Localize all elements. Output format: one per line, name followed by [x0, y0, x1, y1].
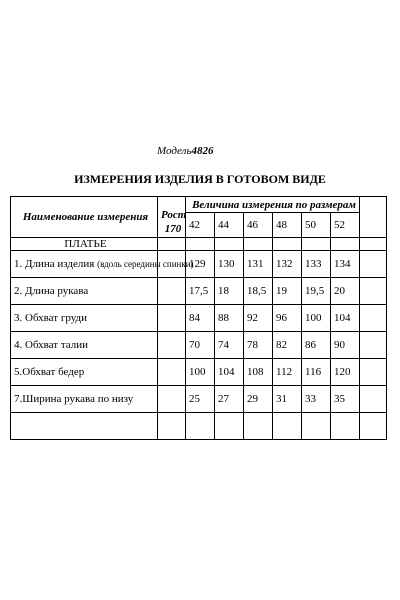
page-title: ИЗМЕРЕНИЯ ИЗДЕЛИЯ В ГОТОВОМ ВИДЕ: [74, 172, 326, 186]
table-row: [11, 332, 387, 359]
value-cell: 31: [273, 386, 302, 413]
value-cell: 17,5: [186, 278, 215, 305]
value-cell: 96: [273, 305, 302, 332]
row-label: 4. Обхват талии: [11, 332, 158, 359]
value-cell: 33: [302, 386, 331, 413]
height-header: [158, 197, 186, 238]
height-cell: [158, 332, 186, 359]
value-cell: 132: [273, 251, 302, 278]
value-cell: 131: [244, 251, 273, 278]
value-cell: 27: [215, 386, 244, 413]
value-cell: 104: [215, 359, 244, 386]
height-cell: [158, 305, 186, 332]
row-label: 3. Обхват груди: [11, 305, 158, 332]
sizes-caption: Величина измерения по размерам: [186, 197, 360, 213]
table-row: [11, 278, 387, 305]
value-cell: 20: [331, 278, 360, 305]
height-cell: [158, 386, 186, 413]
height-label: Рост: [161, 209, 187, 221]
height-value: 170: [164, 223, 182, 235]
value-cell: 108: [244, 359, 273, 386]
section-title: ПЛАТЬЕ: [11, 238, 158, 251]
measurements-table: [10, 196, 387, 440]
table-row: [11, 386, 387, 413]
header-row: [11, 197, 387, 213]
value-cell: 130: [215, 251, 244, 278]
value-cell: 29: [244, 386, 273, 413]
value-cell: 19: [273, 278, 302, 305]
value-cell: 129: [186, 251, 215, 278]
value-cell: 116: [302, 359, 331, 386]
row-note: (вдоль середины спинки): [97, 259, 194, 269]
value-cell: 18,5: [244, 278, 273, 305]
section-row: [11, 238, 387, 251]
size-cell: 42: [186, 213, 215, 238]
empty-header-cell: [360, 197, 387, 238]
empty-cell: [360, 332, 387, 359]
value-cell: 84: [186, 305, 215, 332]
value-cell: 70: [186, 332, 215, 359]
size-cell: 50: [302, 213, 331, 238]
value-cell: 134: [331, 251, 360, 278]
value-cell: 74: [215, 332, 244, 359]
height-cell: [158, 359, 186, 386]
value-cell: 86: [302, 332, 331, 359]
value-cell: 82: [273, 332, 302, 359]
model-label: Модель4826: [157, 145, 214, 157]
value-cell: 120: [331, 359, 360, 386]
row-label: 2. Длина рукава: [11, 278, 158, 305]
value-cell: 112: [273, 359, 302, 386]
value-cell: 104: [331, 305, 360, 332]
model-number: 4826: [191, 145, 214, 157]
value-cell: 18: [215, 278, 244, 305]
value-cell: 100: [302, 305, 331, 332]
value-cell: 78: [244, 332, 273, 359]
size-cell: 52: [331, 213, 360, 238]
table-row: [11, 359, 387, 386]
empty-cell: [360, 278, 387, 305]
empty-cell: [360, 386, 387, 413]
row-label: 7.Ширина рукава по низу: [11, 386, 158, 413]
value-cell: 35: [331, 386, 360, 413]
empty-cell: [360, 359, 387, 386]
value-cell: 90: [331, 332, 360, 359]
value-cell: 19,5: [302, 278, 331, 305]
table-row: [11, 251, 387, 278]
size-cell: 48: [273, 213, 302, 238]
row-label: 5.Обхват бедер: [11, 359, 158, 386]
value-cell: 100: [186, 359, 215, 386]
row-label: 1. Длина изделия (вдоль середины спинки): [11, 251, 158, 278]
empty-cell: [360, 251, 387, 278]
table-row: [11, 305, 387, 332]
height-cell: [158, 278, 186, 305]
size-cell: 46: [244, 213, 273, 238]
value-cell: 25: [186, 386, 215, 413]
value-cell: 133: [302, 251, 331, 278]
empty-cell: [11, 413, 158, 440]
value-cell: 88: [215, 305, 244, 332]
empty-cell: [360, 305, 387, 332]
size-cell: 44: [215, 213, 244, 238]
empty-cell: [158, 238, 186, 251]
empty-row: [11, 413, 387, 440]
measurement-name-header: Наименование измерения: [11, 197, 158, 238]
value-cell: 92: [244, 305, 273, 332]
